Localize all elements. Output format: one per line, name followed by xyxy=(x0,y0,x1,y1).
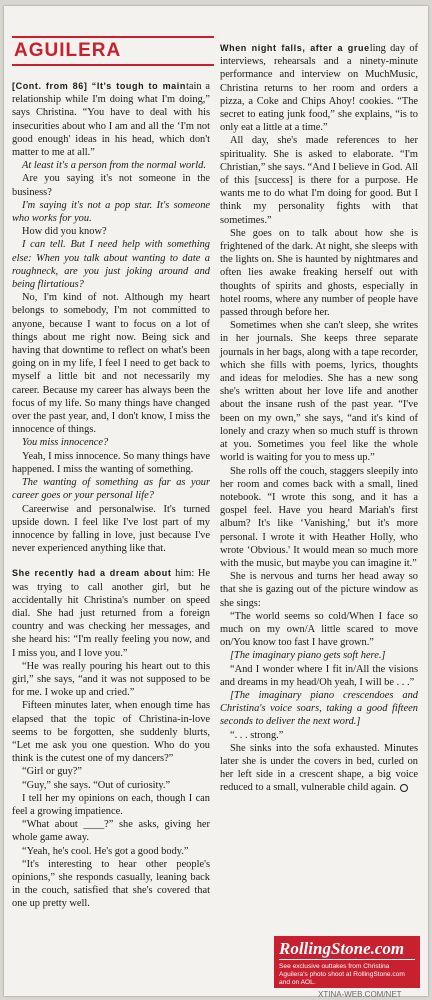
left-paragraph: Are you saying it's not someone in the business? xyxy=(12,173,210,198)
article-header xyxy=(12,36,214,66)
left-paragraph: “It's interesting to hear other people's opinions,” she responds casually, leaning back in the couch, satisfied that she's covered that one up pretty well. xyxy=(12,858,210,910)
right-column xyxy=(220,42,418,795)
right-paragraph: “. . . strong.” xyxy=(230,729,284,741)
promo-text: See exclusive outtakes from Christina Aguilera's photo shoot at RollingStone.com and on AOL. xyxy=(279,963,405,986)
left-paragraph: [Cont. from 86] “It's tough to maintain a relationship while I'm doing what I'm doing,” says Christina. “You have to deal with his insecurities about who I am and all the ‘I'm not good enough' ideas in his head, which don't matter to me at all.” xyxy=(12,81,210,159)
right-paragraph: She rolls off the couch, staggers sleepily into her room and comes back with a small, lined notebook. “I wrote this song, and it has a gospel feel. Have you heard Mariah's first album? It's like ‘Vanishing,' but it's more personal. I wrote it with Heather Holly, who wrote ‘Obvious.' It would mean so much more with the music, but maybe you can imagine it.” xyxy=(220,465,418,569)
left-section-paragraph: She recently had a dream about him: He was trying to call another girl, but he accidentally hit Christina's number on speed dial. She had just returned from a foreign country and was checking her messages, and she heard his: “I'm really feeling you now, and I miss you, and I love you.” xyxy=(12,568,211,659)
left-paragraph: How did you know? xyxy=(22,226,107,238)
header-name: AGUILERA xyxy=(14,40,122,61)
left-paragraph: I'm saying it's not a pop star. It's someone who works for you. xyxy=(12,199,210,225)
right-paragraph: “The world seems so cold/When I face so much on my own/A little scared to move on/You know too fast I have grown.” xyxy=(220,610,418,649)
left-paragraph: I tell her my opinions on each, though I can feel a growing impatience. xyxy=(12,792,210,817)
left-paragraph: “Guy,” she says. “Out of curiosity.” xyxy=(22,779,171,791)
site-watermark: XTINA-WEB.COM/NET xyxy=(318,990,402,999)
left-paragraph: Fifteen minutes later, when enough time has elapsed that the topic of Christina-in-love seems to be forgotten, she suddenly blurts, “Let me ask you one question. Who do you think is the cutest one of my dancers?” xyxy=(12,700,210,765)
left-paragraph: “Girl or guy?” xyxy=(22,766,83,778)
left-column xyxy=(12,80,210,911)
right-paragraph: Sometimes when she can't sleep, she writes in her journals. She keeps three separate journals in her bags, along with a tape recorder, which she fills with poems, lyrics, thoughts and ideas for melodies. She has a new song she's written about her love life and another about the insane rush of the past year. “I've been on my own,” she says, “and it's kind of lonely and crazy when so much stuff is thrown at you. Sometimes you feel like the whole world is waiting for you to mess up.” xyxy=(220,320,418,464)
magazine-page xyxy=(4,6,428,996)
left-paragraph: Yeah, I miss innocence. So many things have happened. I miss the wanting of something. xyxy=(12,450,210,475)
right-paragraph: She goes on to talk about how she is frightened of the dark. At night, she sleeps with the lights on. She is haunted by nightmares and often lies awake freaking herself out with thoughts of spirits and ghosts, especially in hotel rooms, where any number of people have passed through before her. xyxy=(220,227,418,319)
right-paragraph: “And I wonder where I fit in/All the visions and dreams in my head/Oh yeah, I will be . . .” xyxy=(220,663,418,688)
left-paragraph: “He was really pouring his heart out to this girl,” she says, “and it was not supposed to be for me. I woke up and cried.” xyxy=(12,660,210,699)
right-paragraph: [The imaginary piano crescendoes and Christina's voice soars, taking a good fifteen seconds to deliver the next word.] xyxy=(220,689,418,728)
left-paragraph: At least it's a person from the normal world. xyxy=(22,160,206,172)
end-mark-icon xyxy=(400,784,408,792)
left-paragraph: Careerwise and personalwise. It's turned upside down. I feel like I've lost part of my innocence by falling in love, just because I've never experienced anything like that. xyxy=(12,503,210,555)
left-paragraph: You miss innocence? xyxy=(22,437,109,449)
right-paragraph: She is nervous and turns her head away so that she is gazing out of the picture window as she sings: xyxy=(220,571,418,609)
right-paragraph: All day, she's made references to her spirituality. She is asked to elaborate. “I'm Christian,” she says. “And I believe in God. All of this [success] is there for a purpose. He wants me to do what I'm doing for good. But I think my personality fights with that sometimes.” xyxy=(220,135,418,226)
right-paragraph: When night falls, after a grueling day of interviews, rehearsals and a ninety-minute performance and interview on MuchMusic, Christina returns to her room and orders a pizza, a Coke and Chips Ahoy! cookies. “The secret to eating junk food,” she explains, “is to only eat a little at a time.” xyxy=(220,43,418,134)
left-paragraph: “What about ____?” she asks, giving her whole game away. xyxy=(12,819,210,844)
left-paragraph: No, I'm kind of not. Although my heart belongs to somebody, I'm not committed to anyone, because I want to focus on a lot of things about me right now. Being sick and having that downtime to reflect on what's been going on in my life, I feel I need to get back to myself a little bit and not necessarily my career. Because my career has always been the focus of my life. So many things have changed over the past year, and, I don't know, I miss the innocence of things. xyxy=(12,292,210,436)
promo-logo: RollingStone.com xyxy=(279,939,415,960)
right-paragraph: She sinks into the sofa exhausted. Minutes later she is under the covers in bed, curled on her left side in a crescent shape, a big voice reduced to a small, vulnerable child again. xyxy=(220,742,418,794)
left-paragraph: The wanting of something as far as your career goes or your personal life? xyxy=(12,477,210,502)
left-paragraph: I can tell. But I need help with something else: When you talk about wanting to date a roughneck, are you just joking around and being flirtatious? xyxy=(12,239,210,291)
left-paragraph: “Yeah, he's cool. He's got a good body.” xyxy=(22,845,189,857)
rollingstone-promo[interactable] xyxy=(274,936,420,988)
right-paragraph: [The imaginary piano gets soft here.] xyxy=(230,650,386,662)
